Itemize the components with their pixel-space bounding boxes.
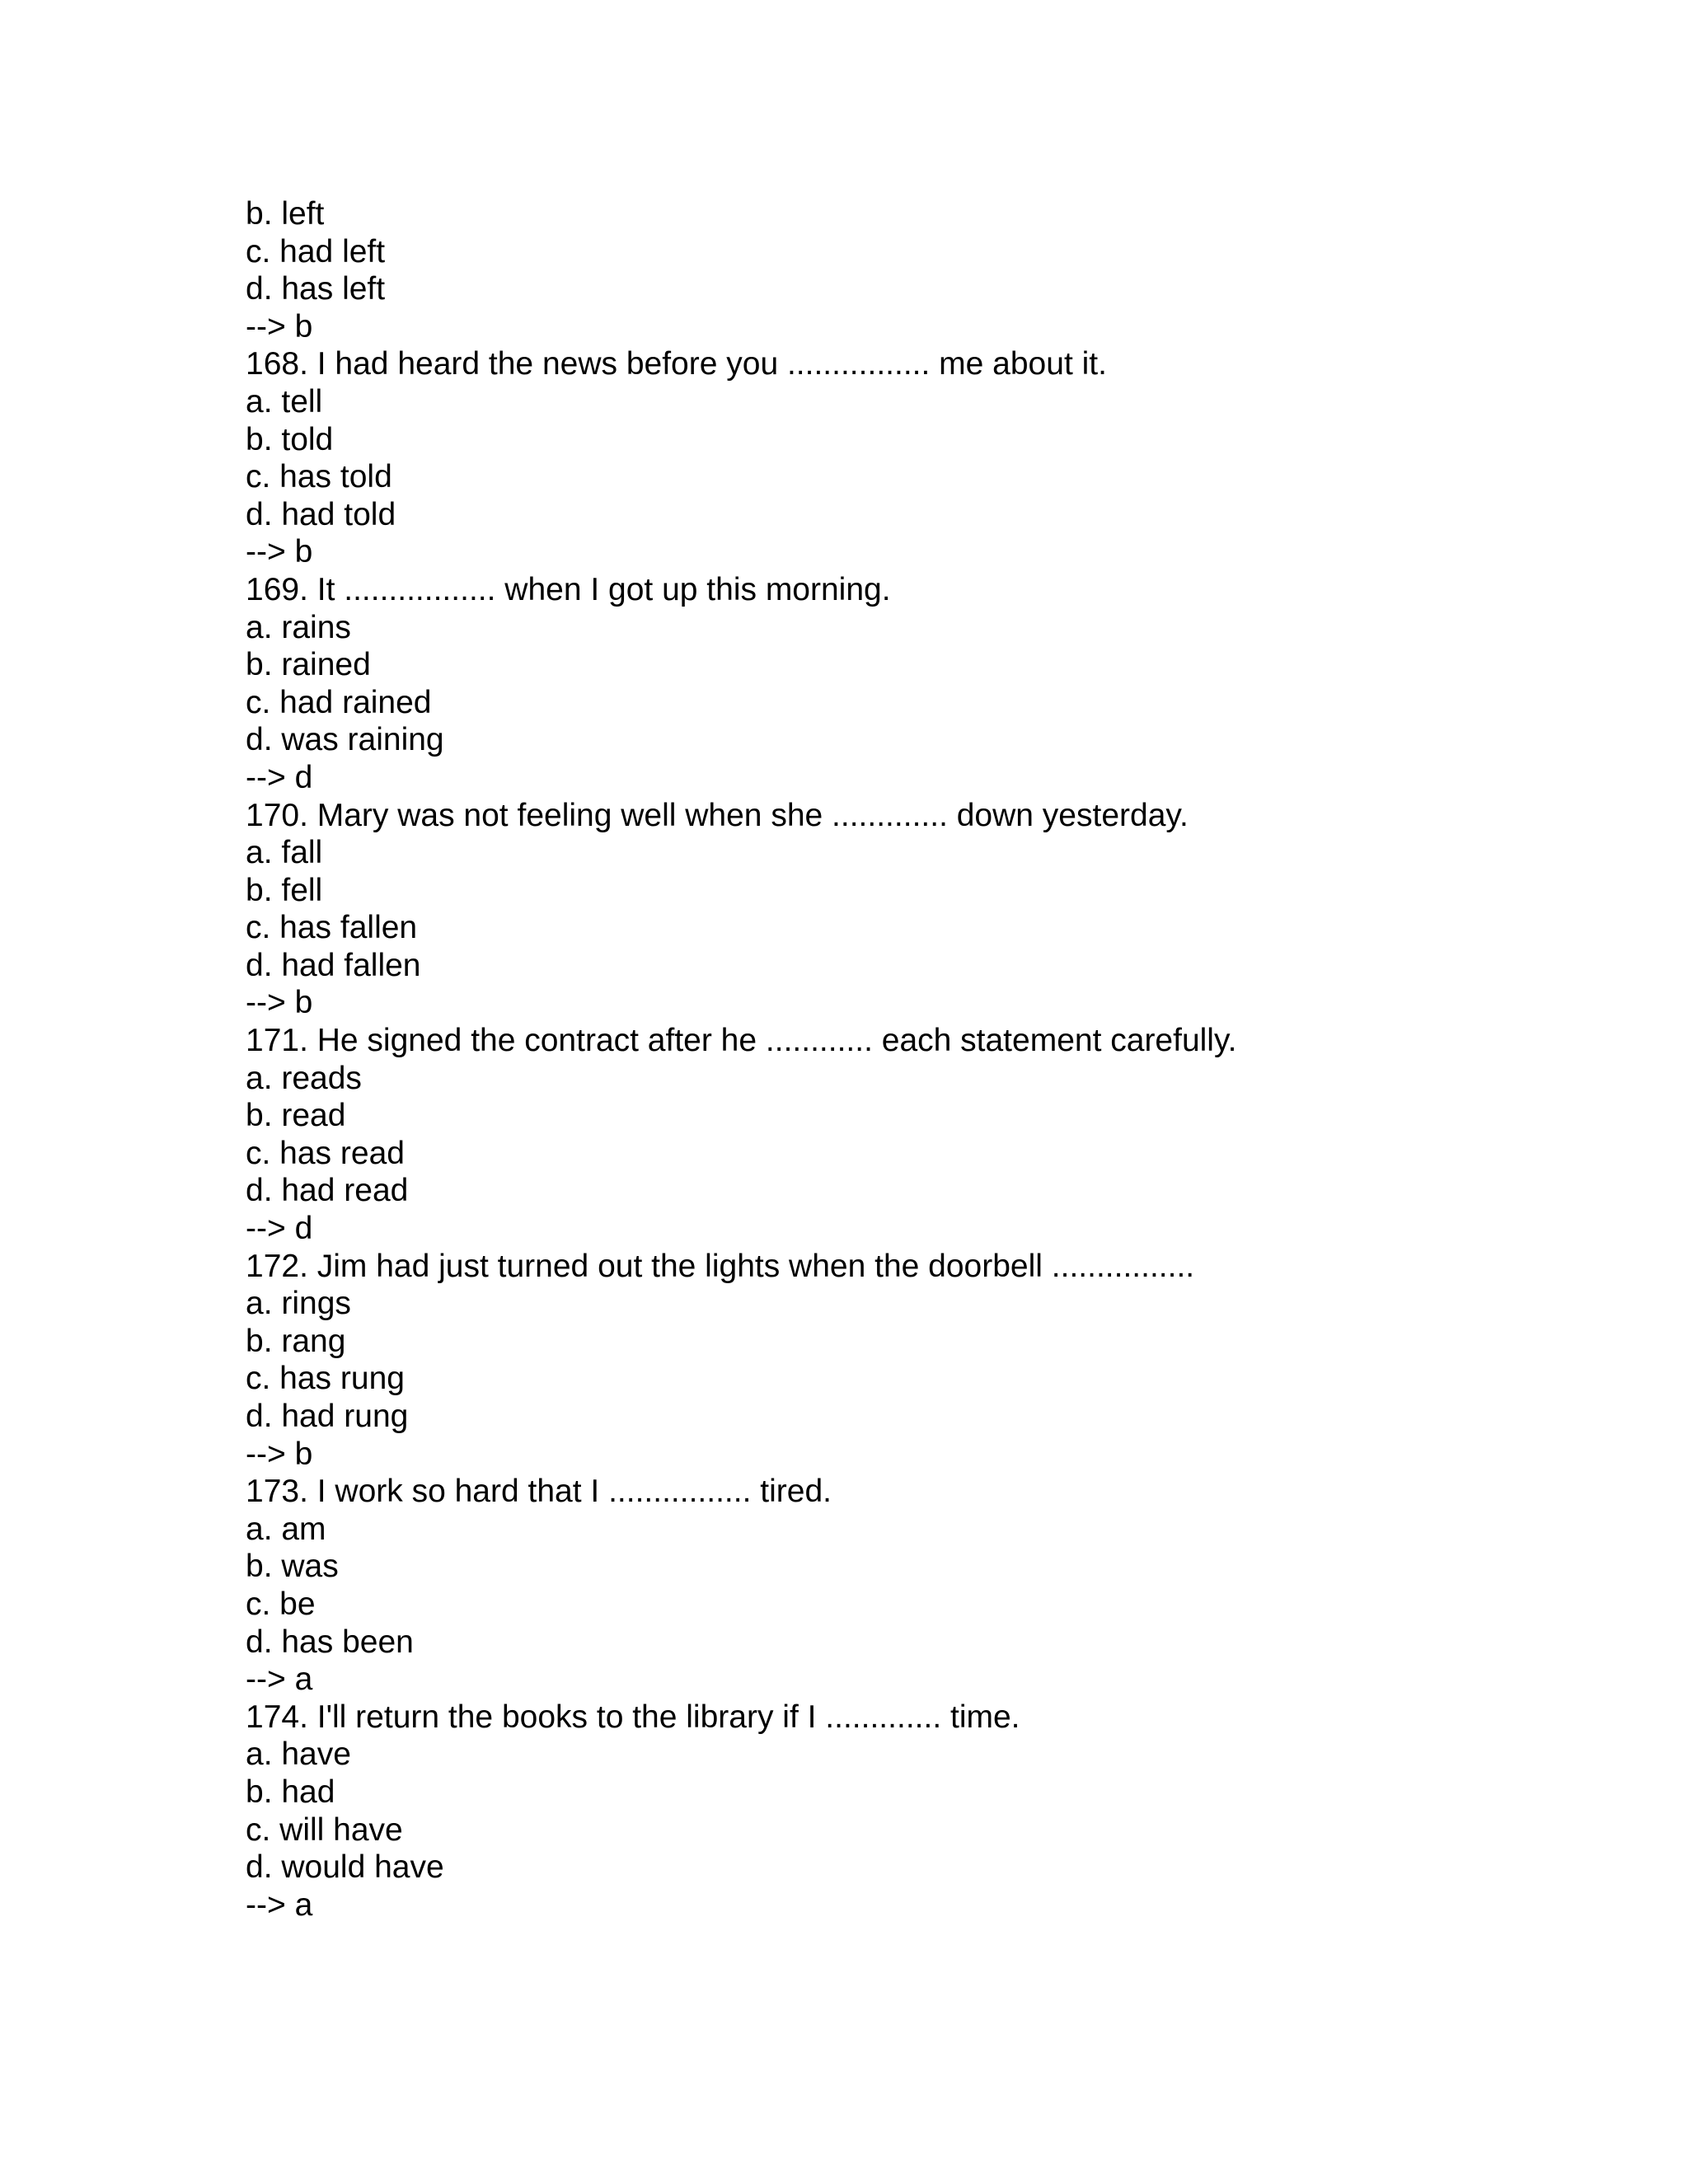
option-line: d. has been	[246, 1624, 414, 1660]
option-line: a. am	[246, 1511, 326, 1547]
option-line: c. will have	[246, 1811, 403, 1848]
option-line: a. rains	[246, 609, 351, 645]
option-line: c. has fallen	[246, 910, 418, 946]
option-line: c. had left	[246, 233, 386, 269]
option-line: a. reads	[246, 1060, 362, 1096]
option-line: d. had fallen	[246, 947, 421, 983]
option-line: b. rang	[246, 1323, 346, 1359]
option-line: a. rings	[246, 1286, 351, 1322]
answer-line: --> a	[246, 1661, 313, 1698]
question-line: 174. I'll return the books to the library if I ............. time.	[246, 1699, 1020, 1735]
option-line: c. has rung	[246, 1361, 405, 1397]
option-line: d. had told	[246, 496, 396, 532]
option-line: a. fall	[246, 835, 323, 871]
answer-line: --> b	[246, 985, 313, 1021]
option-line: d. had read	[246, 1173, 409, 1209]
option-line: b. told	[246, 421, 334, 457]
question-line: 172. Jim had just turned out the lights when the doorbell ................	[246, 1248, 1195, 1284]
option-line: d. had rung	[246, 1399, 409, 1434]
option-line: c. has told	[246, 459, 392, 495]
question-line: 170. Mary was not feeling well when she ............. down yesterday.	[246, 797, 1189, 833]
document-text	[246, 195, 1647, 1924]
answer-line: --> d	[246, 759, 313, 795]
option-line: a. tell	[246, 383, 323, 419]
option-line: d. has left	[246, 271, 386, 307]
question-line: 169. It ................. when I got up this morning.	[246, 571, 891, 607]
option-line: d. would have	[246, 1849, 444, 1886]
option-line: c. has read	[246, 1135, 405, 1171]
answer-line: --> b	[246, 308, 313, 344]
question-line: 173. I work so hard that I ................ tired.	[246, 1474, 832, 1510]
option-line: c. be	[246, 1586, 316, 1622]
option-line: b. was	[246, 1549, 339, 1585]
option-line: b. read	[246, 1098, 346, 1134]
option-line: a. have	[246, 1736, 351, 1773]
answer-line: --> b	[246, 534, 313, 570]
option-line: b. had	[246, 1774, 335, 1810]
question-line: 171. He signed the contract after he ............ each statement carefully.	[246, 1023, 1237, 1059]
option-line: d. was raining	[246, 722, 444, 758]
option-line: c. had rained	[246, 684, 432, 720]
answer-line: --> d	[246, 1211, 313, 1247]
question-line: 168. I had heard the news before you ................ me about it.	[246, 346, 1107, 382]
answer-line: --> a	[246, 1886, 313, 1923]
answer-line: --> b	[246, 1436, 313, 1472]
option-line: b. left	[246, 196, 325, 232]
option-line: b. fell	[246, 872, 323, 908]
option-line: b. rained	[246, 647, 371, 683]
